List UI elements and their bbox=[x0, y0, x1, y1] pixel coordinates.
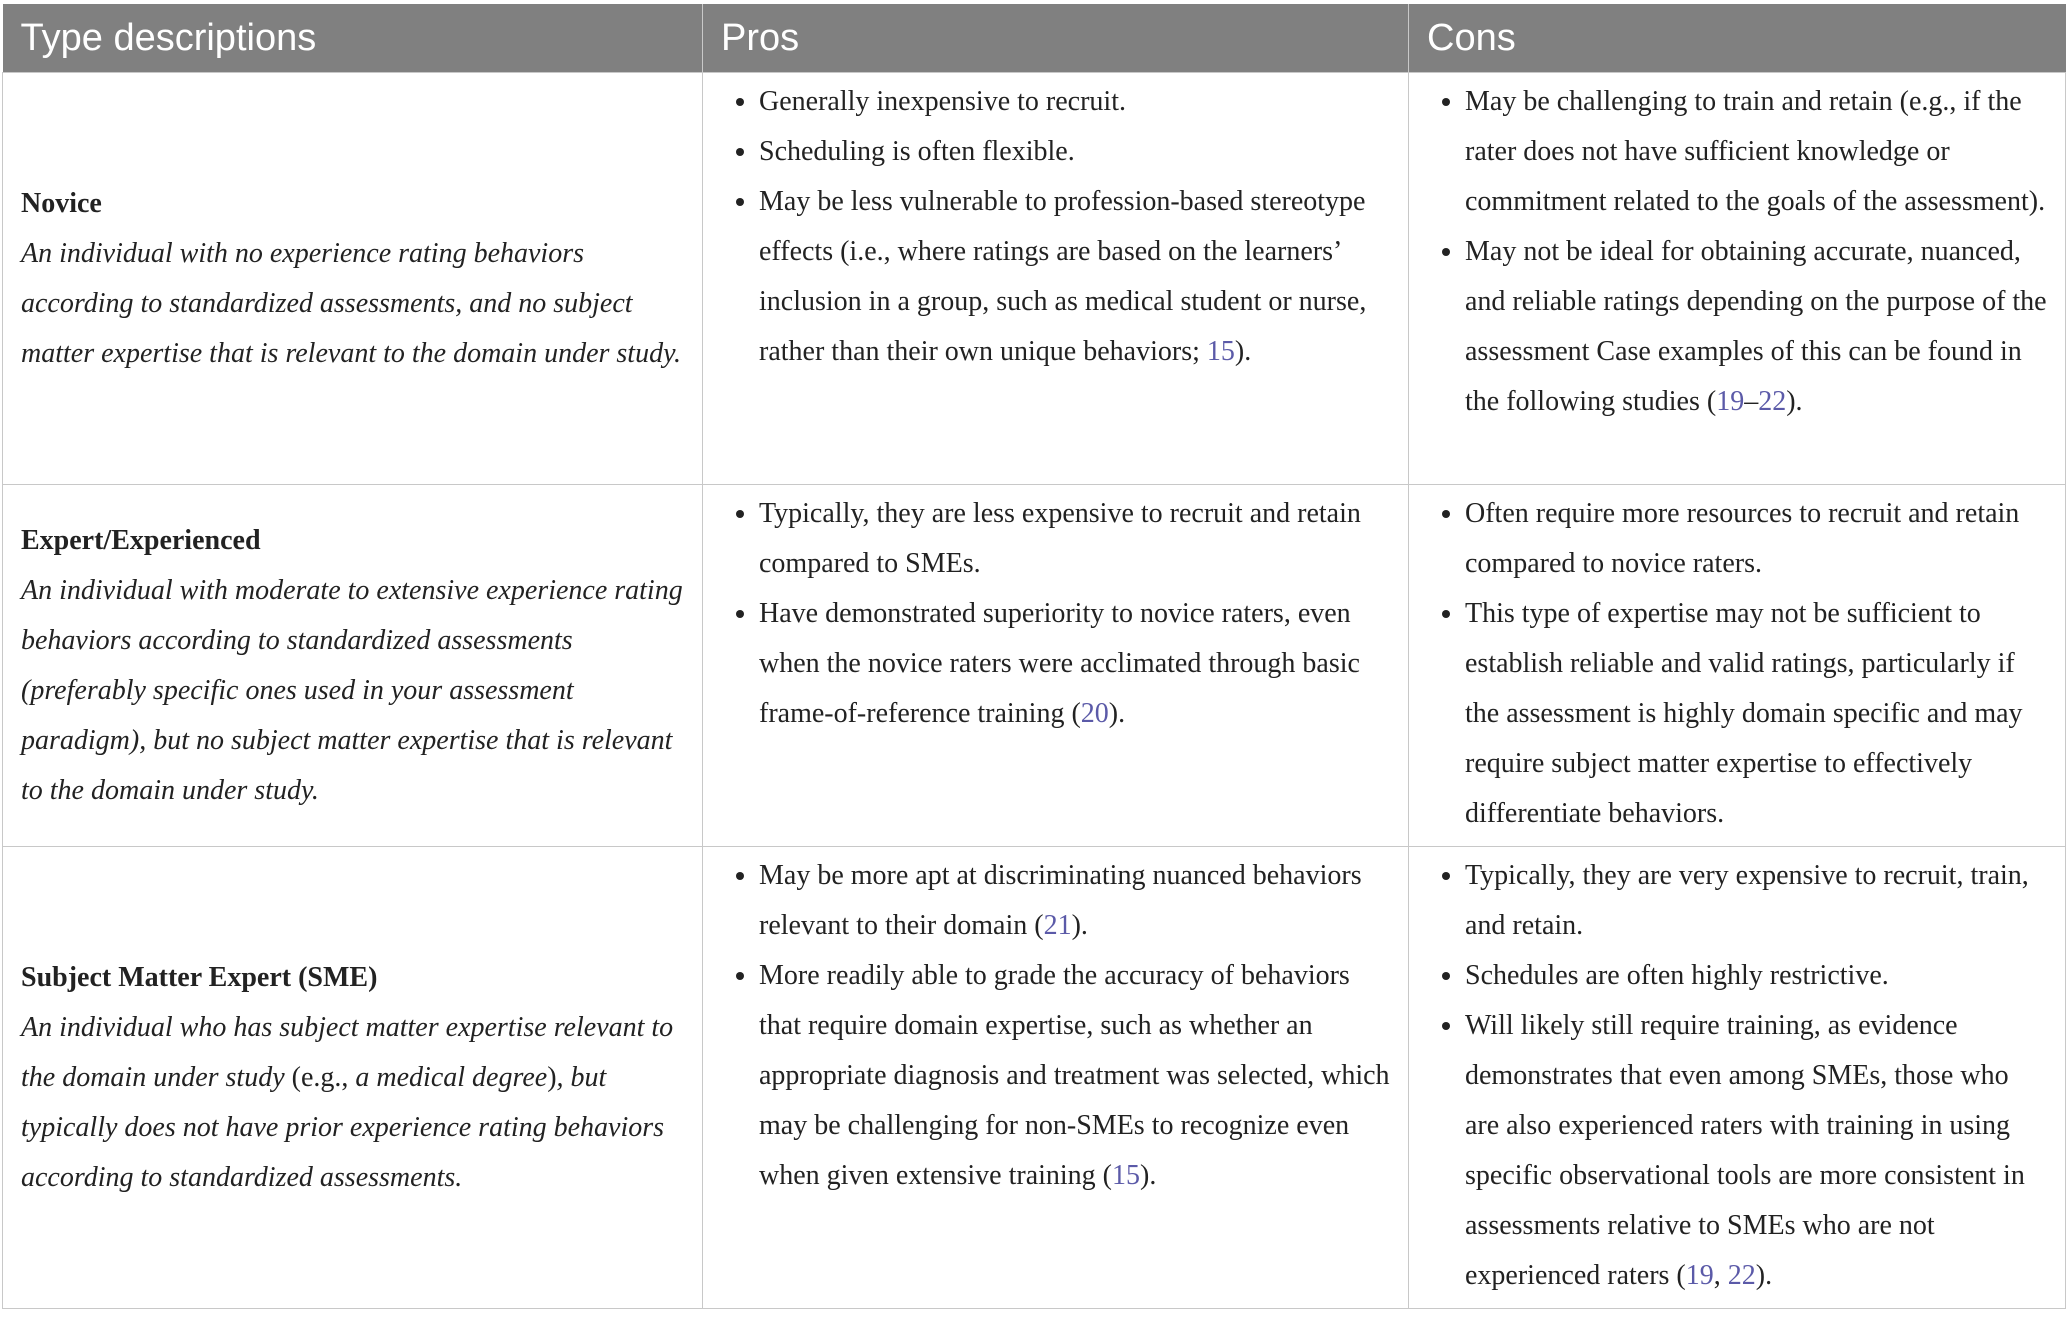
list-item: • Scheduling is often flexible. bbox=[759, 127, 1390, 177]
table-row bbox=[3, 847, 2066, 1309]
table-row bbox=[3, 73, 2066, 485]
type-description: An individual who has subject matter expertise relevant to the domain under study (e.g., a medical degree), but typically does not have prior experience rating behaviors according to standardized assessments. bbox=[21, 1011, 674, 1193]
list-item: • More readily able to grade the accuracy of behaviors that require domain expertise, such as whether an appropriate diagnosis and treatment was selected, which may be challenging for non-SMEs to recognize even when given extensive training (15). bbox=[759, 951, 1390, 1201]
reference-link[interactable]: 19 bbox=[1685, 1260, 1714, 1291]
reference-link[interactable]: 15 bbox=[1206, 336, 1235, 367]
type-name: Novice bbox=[21, 187, 102, 219]
pros-cell bbox=[703, 73, 1409, 485]
pros-cell bbox=[703, 485, 1409, 847]
list-item: • May be challenging to train and retain (e.g., if the rater does not have sufficient knowledge or commitment related to the goals of the assessment). bbox=[1465, 77, 2047, 227]
type-cell bbox=[3, 485, 703, 847]
list-item: • May be more apt at discriminating nuanced behaviors relevant to their domain (21). bbox=[759, 851, 1390, 951]
list-item: • Generally inexpensive to recruit. bbox=[759, 77, 1390, 127]
pros-list bbox=[721, 489, 1390, 739]
cons-cell bbox=[1409, 485, 2066, 847]
table-row bbox=[3, 485, 2066, 847]
pros-cell bbox=[703, 847, 1409, 1309]
list-item: • Typically, they are less expensive to recruit and retain compared to SMEs. bbox=[759, 489, 1390, 589]
reference-link[interactable]: 22 bbox=[1758, 386, 1787, 417]
cons-list bbox=[1427, 851, 2047, 1301]
list-item: • May be less vulnerable to profession-based stereotype effects (i.e., where ratings are based on the learners’ inclusion in a group, such as medical student or nurse, rather than their own unique behaviors; 15). bbox=[759, 177, 1390, 377]
pros-list bbox=[721, 851, 1390, 1201]
list-item: • Often require more resources to recruit and retain compared to novice raters. bbox=[1465, 489, 2047, 589]
rater-types-table bbox=[2, 4, 2066, 1309]
pros-list bbox=[721, 77, 1390, 377]
type-description: An individual with moderate to extensive experience rating behaviors according to standardized assessments (preferably specific ones used in your assessment paradigm), but no subject matter expertise that is relevant to the domain under study. bbox=[21, 574, 683, 806]
reference-link[interactable]: 20 bbox=[1080, 698, 1109, 729]
type-cell bbox=[3, 847, 703, 1309]
list-item: • Have demonstrated superiority to novice raters, even when the novice raters were acclimated through basic frame-of-reference training (20). bbox=[759, 589, 1390, 739]
list-item: • Typically, they are very expensive to recruit, train, and retain. bbox=[1465, 851, 2047, 951]
type-name: Subject Matter Expert (SME) bbox=[21, 961, 378, 993]
type-description: An individual with no experience rating behaviors according to standardized assessments, and no subject matter expertise that is relevant to the domain under study. bbox=[21, 237, 681, 369]
list-item: • This type of expertise may not be sufficient to establish reliable and valid ratings, particularly if the assessment is highly domain specific and may require subject matter expertise to effectively differentiate behaviors. bbox=[1465, 589, 2047, 839]
cons-cell bbox=[1409, 73, 2066, 485]
list-item: • Schedules are often highly restrictive. bbox=[1465, 951, 2047, 1001]
type-cell bbox=[3, 73, 703, 485]
type-name: Expert/Experienced bbox=[21, 524, 261, 556]
table-header-row bbox=[3, 4, 2066, 73]
cons-list bbox=[1427, 489, 2047, 839]
list-item: • May not be ideal for obtaining accurate, nuanced, and reliable ratings depending on the purpose of the assessment Case examples of this can be found in the following studies (19–22). bbox=[1465, 227, 2047, 427]
reference-link[interactable]: 19 bbox=[1716, 386, 1745, 417]
reference-link[interactable]: 21 bbox=[1043, 910, 1072, 941]
reference-link[interactable]: 22 bbox=[1727, 1260, 1756, 1291]
cons-cell bbox=[1409, 847, 2066, 1309]
header-pros: Pros bbox=[703, 4, 1409, 73]
reference-link[interactable]: 15 bbox=[1112, 1160, 1141, 1191]
comparison-table-container bbox=[2, 4, 2065, 1309]
header-cons: Cons bbox=[1409, 4, 2066, 73]
list-item: • Will likely still require training, as evidence demonstrates that even among SMEs, those who are also experienced raters with training in using specific observational tools are more consistent in assessments relative to SMEs who are not experienced raters (19, 22). bbox=[1465, 1001, 2047, 1301]
header-type-descriptions: Type descriptions bbox=[3, 4, 703, 73]
cons-list bbox=[1427, 77, 2047, 427]
